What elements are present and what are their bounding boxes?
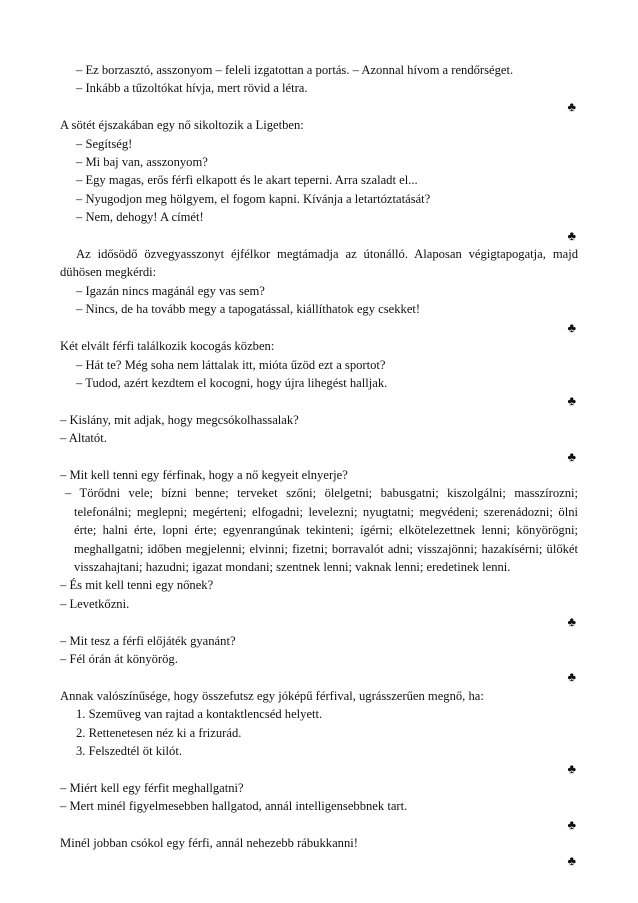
club-separator-icon: ♣ (567, 761, 576, 777)
dialogue-line: 1. Szemüveg van rajtad a kontaktlencséd helyett. (76, 707, 323, 722)
paragraph: Az idősödő özvegyasszonyt éjfélkor megtámadja az útonálló. Alaposan végigtapogatja, majd dühösen megkérdi: (60, 247, 578, 280)
dialogue-line: – Egy magas, erős férfi elkapott és le akart teperni. Arra szaladt el... (76, 173, 418, 188)
club-separator-icon: ♣ (567, 448, 576, 464)
text-line: – Kislány, mit adjak, hogy megcsókolhassalak? (60, 412, 299, 427)
club-separator-icon: ♣ (567, 669, 576, 685)
hanging-paragraph: – Törődni vele; bízni benne; terveket szőni; ölelgetni; babusgatni; kiszolgálni; masszírozni; telefonálni; meglepni; megérteni; elfogadni; levelezni; nyugtatni; megvédeni; szerenádozni; ölni érte; halni érte, lopni érte; egyenrangúnak tekinteni; ígérni; elkötelezettnek lenni; könyörögni; meghallgatni; időben megjelenni; elvinni; fizetni; borravalót adni; visszajönni; hazakísérni; ülőkét visszahajtani; hazudni; igazat mondani; szentnek lenni; vaknak lenni; eredetinek lenni. (65, 486, 578, 574)
text-line: – Miért kell egy férfit meghallgatni? (60, 780, 244, 795)
text-line: Annak valószínűsége, hogy összefutsz egy jóképű férfival, ugrásszerűen megnő, ha: (60, 688, 484, 703)
dialogue-line: – Segítség! (76, 136, 133, 151)
club-separator-icon: ♣ (567, 853, 576, 869)
dialogue-line: – Tudod, azért kezdtem el kocogni, hogy újra lihegést halljak. (76, 375, 388, 390)
text-line: Minél jobban csókol egy férfi, annál nehezebb rábukkanni! (60, 836, 358, 851)
text-line: – Altatót. (60, 431, 107, 446)
document-page (60, 61, 578, 871)
text-line: – Mit tesz a férfi előjáték gyanánt? (60, 633, 236, 648)
dialogue-line: – Inkább a tűzoltókat hívja, mert rövid a létra. (76, 81, 308, 96)
dialogue-line: – Nem, dehogy! A címét! (76, 210, 204, 225)
dialogue-line: – Mi baj van, asszonyom? (76, 155, 208, 170)
club-separator-icon: ♣ (567, 614, 576, 630)
dialogue-line: 2. Rettenetesen néz ki a frizurád. (76, 725, 242, 740)
club-separator-icon: ♣ (567, 227, 576, 243)
text-line: A sötét éjszakában egy nő sikoltozik a Ligetben: (60, 118, 304, 133)
dialogue-line: – Igazán nincs magánál egy vas sem? (76, 283, 265, 298)
club-separator-icon: ♣ (567, 98, 576, 114)
club-separator-icon: ♣ (567, 319, 576, 335)
club-separator-icon: ♣ (567, 816, 576, 832)
text-line: Két elvált férfi találkozik kocogás közben: (60, 339, 275, 354)
text-line: – Levetkőzni. (60, 596, 130, 611)
text-line: – Mert minél figyelmesebben hallgatod, annál intelligensebbnek tart. (60, 799, 408, 814)
club-separator-icon: ♣ (567, 393, 576, 409)
dialogue-line: 3. Felszedtél öt kilót. (76, 744, 182, 759)
dialogue-line: – Nyugodjon meg hölgyem, el fogom kapni. Kívánja a letartóztatását? (76, 191, 431, 206)
text-line: – Fél órán át könyörög. (60, 652, 178, 666)
text-line: – Mit kell tenni egy férfinak, hogy a nő kegyeit elnyerje? (60, 467, 348, 482)
dialogue-line: – Nincs, de ha tovább megy a tapogatással, kiállíthatok egy csekket! (76, 302, 421, 317)
dialogue-line: – Ez borzasztó, asszonyom – feleli izgatottan a portás. – Azonnal hívom a rendőrséget. (76, 63, 514, 77)
text-line: – És mit kell tenni egy nőnek? (60, 578, 214, 593)
dialogue-line: – Hát te? Még soha nem láttalak itt, mióta űzöd ezt a sportot? (76, 357, 386, 372)
